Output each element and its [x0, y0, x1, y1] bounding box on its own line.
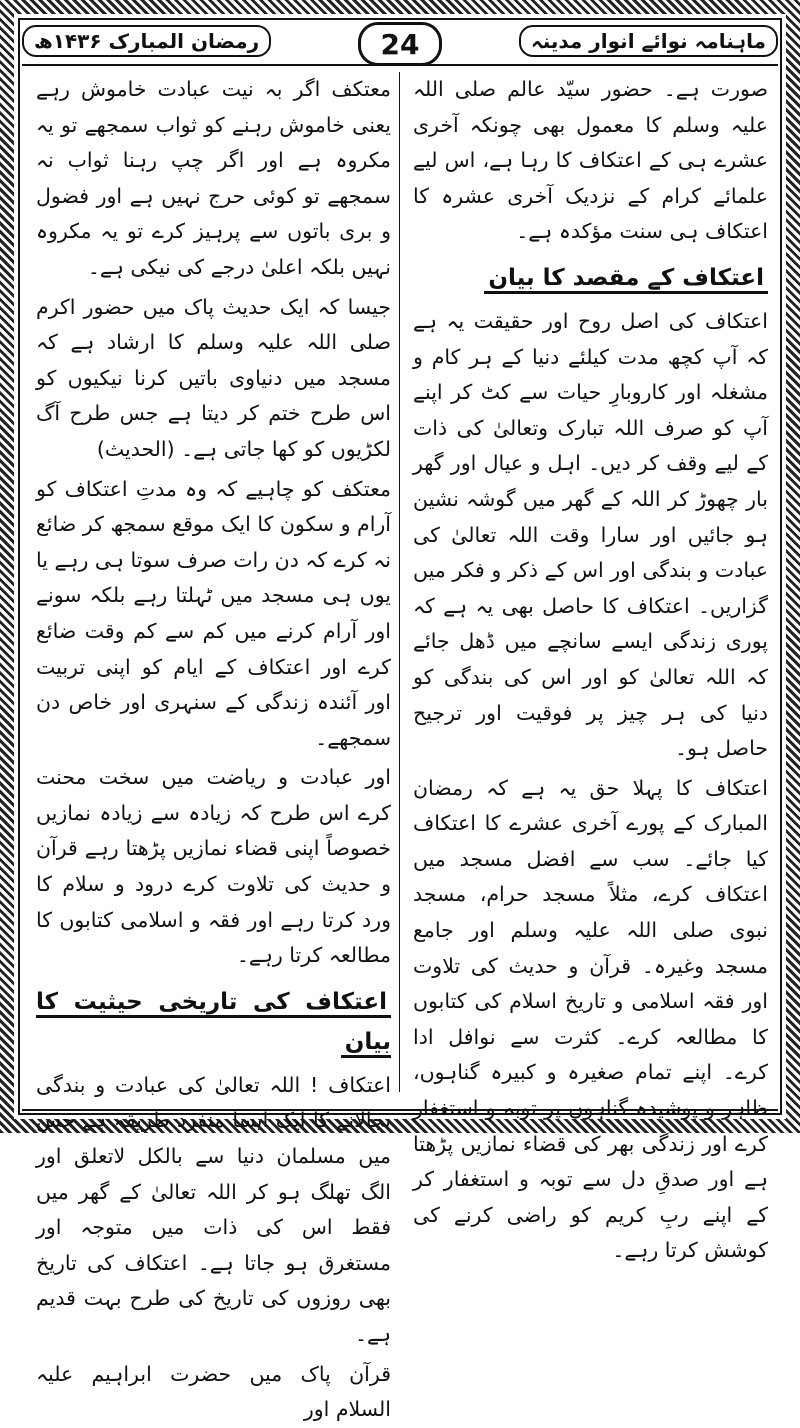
paragraph: صورت ہے۔ حضور سیّد عالم صلی اللہ علیہ وسلم کا معمول بھی چونکہ آخری عشرے ہی کے اعتکاف کا رہا ہے، اس لیے علمائے کرام کے نزدیک آخری عشرہ کا اعتکاف ہی سنت مؤکدہ ہے۔: [413, 77, 768, 244]
paragraph: اور عبادت و ریاضت میں سخت محنت کرے اس طرح کہ زیادہ سے زیادہ نمازیں خصوصاً اپنی قضاء نمازیں پڑھتا رہے قرآن و حدیث کی تلاوت کرے درود و سلام کا ورد کرتا رہے اور فقہ و اسلامی کتابوں کا مطالعہ کرتا رہے۔: [36, 765, 391, 968]
paragraph: اعتکاف کا پہلا حق یہ ہے کہ رمضان المبارک کے پورے آخری عشرے کا اعتکاف کیا جائے۔ سب سے افضل مسجد میں اعتکاف کرے، مثلاً مسجد حرام، مسجد نبوی صلی اللہ علیہ وسلم اور جامع مسجد وغیرہ۔ قرآن و حدیث کی تلاوت اور فقہ اسلامی و تاریخ اسلام کی کتابوں کا مطالعہ کرے۔ کثرت سے نوافل ادا کرے۔ اپنے تمام صغیرہ و کبیرہ گناہوں، ظاہر و پوشیدہ گناہوں پر توبہ و استغفار کرے اور زندگی بھر کی قضاء نمازیں پڑھتا ہے اور صدقِ دل سے توبہ و استغفار کر کے اپنے ربِ کریم کو راضی کرنے کی کوشش کرتا رہے۔: [413, 775, 768, 1263]
left-column: [36, 72, 391, 1422]
paragraph: اعتکاف کی اصل روح اور حقیقت یہ ہے کہ آپ کچھ مدت کیلئے دنیا کے ہر کام و مشغلہ اور کاروبارِ حیات سے کٹ کر اپنے آپ کو صرف اللہ تبارک وتعالیٰ کی ذات کے لیے وقف کر دیں۔ اہل و عیال اور گھر بار چھوڑ کر اللہ کے گھر میں گوشہ نشین ہو جائیں اور سارا وقت اللہ تعالیٰ کی عبادت و بندگی اور اس کے ذکر و فکر میں گزاریں۔ اعتکاف کا حاصل بھی یہ ہے کہ پوری زندگی ایسے سانچے میں ڈھل جائے کہ اللہ تعالیٰ کو اور اس کی بندگی کو دنیا کی ہر چیز پر فوقیت اور ترجیح حاصل ہو۔: [413, 308, 768, 761]
section-heading: اعتکاف کی تاریخی حیثیت کا بیان: [36, 982, 391, 1062]
section-heading: اعتکاف کے مقصد کا بیان: [413, 258, 768, 298]
issue-label: رمضان المبارک ۱۴۳۶ھ: [22, 25, 271, 57]
column-divider: [399, 72, 400, 1092]
paragraph: اعتکاف ! اللہ تعالیٰ کی عبادت و بندگی بجالانے کا ایک ایسا منفرد طریقہ ہے جس میں مسلمان دنیا سے بالکل لاتعلق اور الگ تھلگ ہو کر اللہ تعالیٰ کے گھر میں فقط اس کی ذات میں متوجہ اور مستغرق ہو جاتا ہے۔ اعتکاف کی تاریخ بھی روزوں کی تاریخ کی طرح بہت قدیم ہے۔: [36, 1072, 391, 1346]
right-column: [413, 72, 768, 1263]
paragraph: معتکف کو چاہیے کہ وہ مدتِ اعتکاف کو آرام و سکون کا ایک موقع سمجھ کر ضائع نہ کرے کہ دن رات صرف سوتا ہی رہے یا یوں ہی مسجد میں ٹہلتا رہے بلکہ سونے اور آرام کرنے میں کم سے کم وقت ضائع کرے اور اعتکاف کے ایام کو اپنی تربیت اور آئندہ زندگی کے سنہری اور خاص دن سمجھے۔: [36, 476, 391, 750]
paragraph: قرآن پاک میں حضرت ابراہیم علیہ السلام اور: [36, 1361, 391, 1422]
paragraph: معتکف اگر بہ نیت عبادت خاموش رہے یعنی خاموش رہنے کو ثواب سمجھے تو یہ مکروہ ہے اور اگر چپ رہنا ثواب نہ سمجھے تو کوئی حرج نہیں ہے اور فضول و بری باتوں سے پرہیز کرے تو یہ مکروہ نہیں بلکہ اعلیٰ درجے کی نیکی ہے۔: [36, 77, 391, 279]
footer-rule: [22, 1109, 778, 1111]
header-rule: [22, 64, 778, 66]
page-number: 24: [358, 22, 442, 66]
paragraph: جیسا کہ ایک حدیث پاک میں حضور اکرم صلی اللہ علیہ وسلم کا ارشاد ہے کہ مسجد میں دنیاوی باتیں کرنا نیکیوں کو اس طرح ختم کر دیتا ہے جس طرح آگ لکڑیوں کو کھا جاتی ہے۔ (الحدیث): [36, 294, 391, 461]
magazine-title: ماہنامہ نوائے انوار مدینہ: [519, 25, 778, 57]
